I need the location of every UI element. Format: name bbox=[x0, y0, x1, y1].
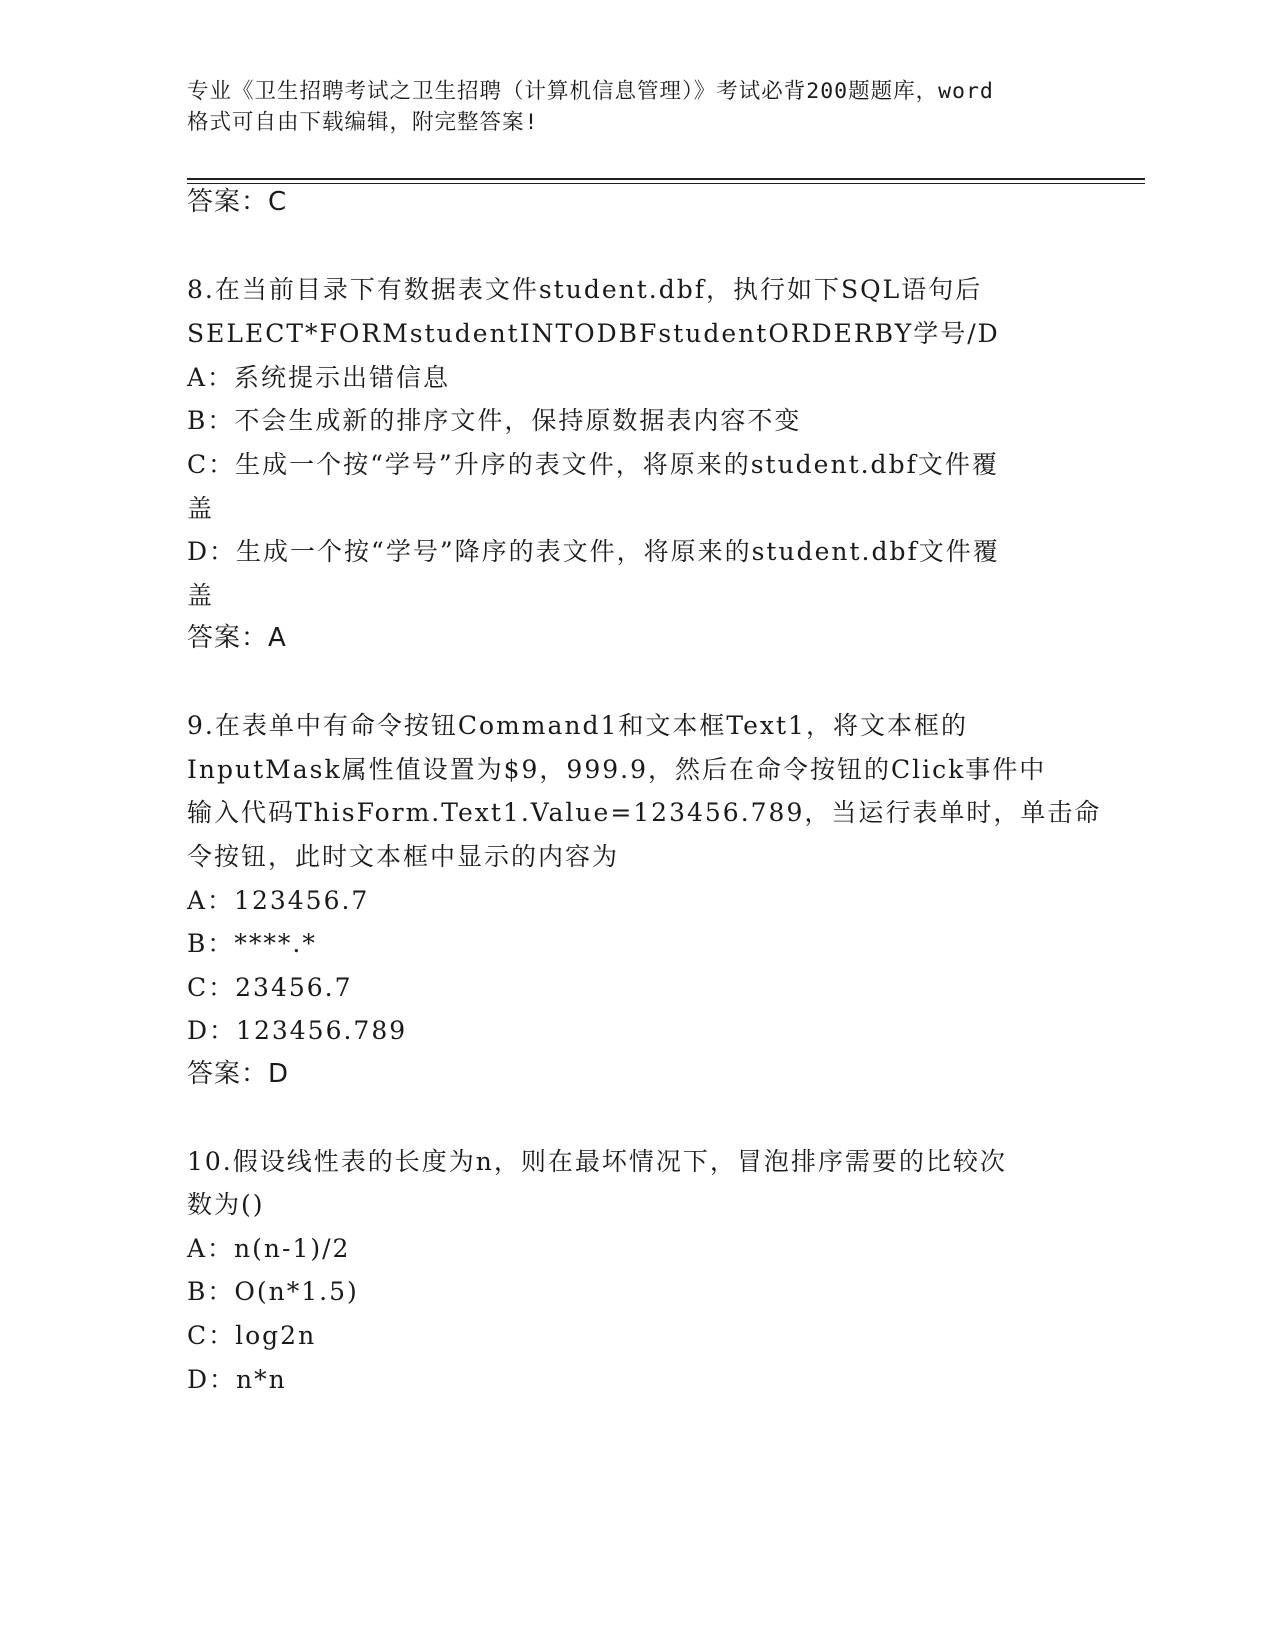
q10-stem-line-1: 10.假设线性表的长度为n，则在最坏情况下，冒泡排序需要的比较次 bbox=[187, 1147, 1007, 1176]
q9-answer: 答案：D bbox=[187, 1059, 290, 1089]
q8-option-d-line-2: 盖 bbox=[187, 581, 215, 610]
q10-option-a: A：n(n-1)/2 bbox=[187, 1234, 351, 1263]
q10-stem-line-2: 数为() bbox=[187, 1190, 265, 1219]
q9-stem-line-2: InputMask属性值设置为$9，999.9，然后在命令按钮的Click事件中 bbox=[187, 755, 1047, 784]
q9-option-a: A：123456.7 bbox=[187, 886, 370, 915]
answer-previous: 答案：C bbox=[187, 187, 288, 217]
q9-stem-line-4: 令按钮，此时文本框中显示的内容为 bbox=[187, 842, 620, 871]
q8-option-d-line-1: D：生成一个按“学号”降序的表文件，将原来的student.dbf文件覆 bbox=[187, 537, 1000, 566]
header-line-1: 专业《卫生招聘考试之卫生招聘（计算机信息管理）》考试必背200题题库，word bbox=[187, 79, 994, 104]
header-line-2: 格式可自由下载编辑，附完整答案! bbox=[187, 110, 539, 135]
q9-stem-line-3: 输入代码ThisForm.Text1.Value=123456.789，当运行表单时，单击命 bbox=[187, 798, 1102, 827]
q10-option-c: C：log2n bbox=[187, 1321, 317, 1350]
header-rule-thick bbox=[187, 178, 1145, 180]
q8-stem-line-1: 8.在当前目录下有数据表文件student.dbf，执行如下SQL语句后 bbox=[187, 275, 983, 304]
q9-stem-line-1: 9.在表单中有命令按钮Command1和文本框Text1，将文本框的 bbox=[187, 711, 968, 740]
q9-option-c: C：23456.7 bbox=[187, 973, 353, 1002]
q8-option-c-line-2: 盖 bbox=[187, 494, 215, 523]
q8-stem-line-2: SELECT*FORMstudentINTODBFstudentORDERBY学号/D bbox=[187, 319, 1000, 348]
document-header bbox=[187, 76, 1087, 138]
header-rule-thin bbox=[187, 183, 1145, 184]
q10-option-d: D：n*n bbox=[187, 1365, 287, 1394]
q9-option-b: B：****.* bbox=[187, 929, 317, 958]
q8-option-c-line-1: C：生成一个按“学号”升序的表文件，将原来的student.dbf文件覆 bbox=[187, 450, 999, 479]
q10-option-b: B：O(n*1.5) bbox=[187, 1277, 359, 1306]
q9-option-d: D：123456.789 bbox=[187, 1016, 408, 1045]
q8-option-a: A：系统提示出错信息 bbox=[187, 363, 451, 392]
q8-option-b: B：不会生成新的排序文件，保持原数据表内容不变 bbox=[187, 406, 802, 435]
q8-answer: 答案：A bbox=[187, 623, 287, 653]
